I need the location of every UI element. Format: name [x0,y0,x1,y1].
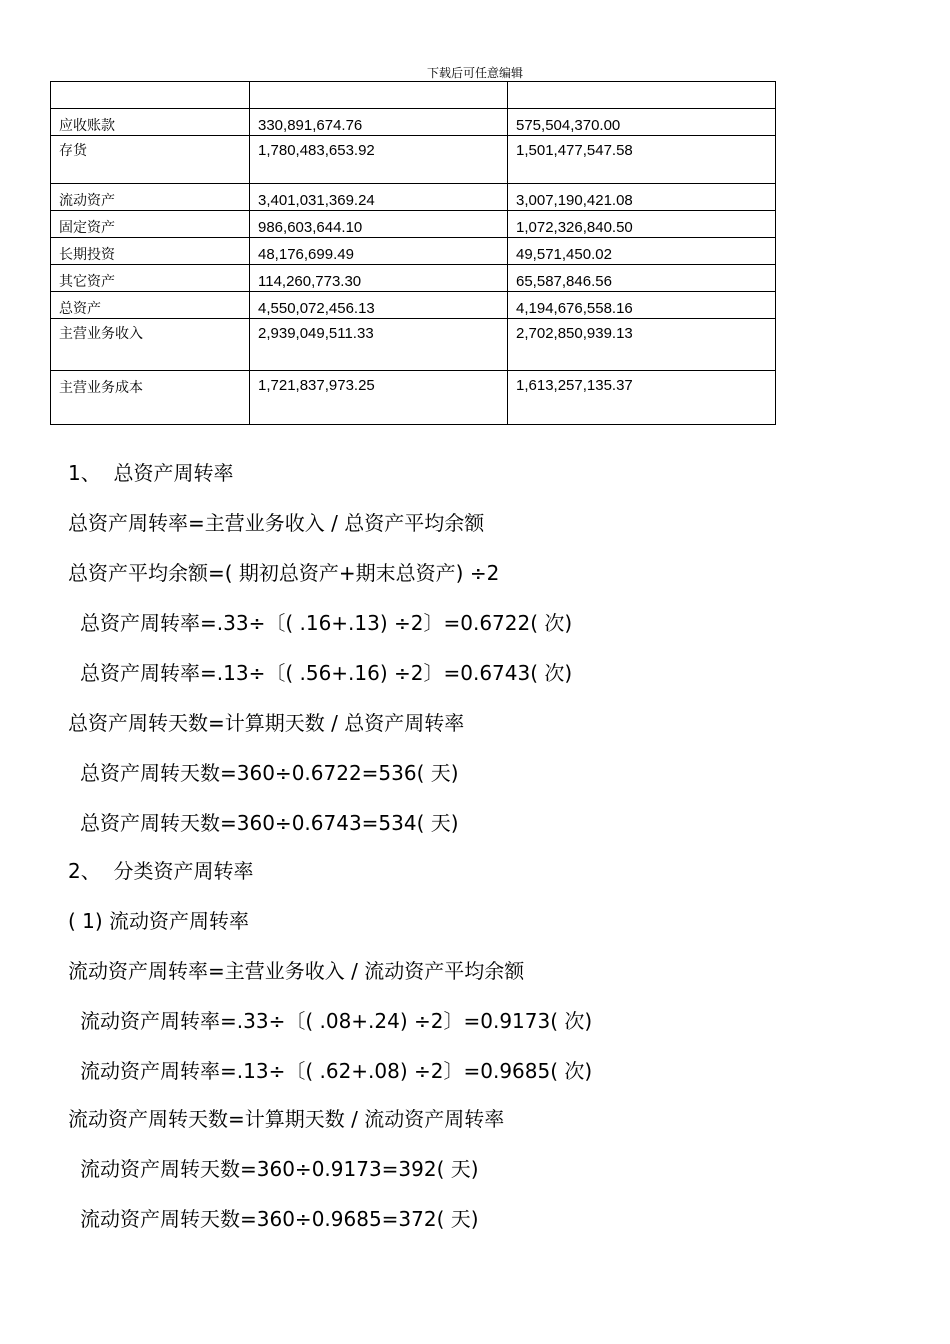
row-label: 流动资产 [51,184,250,211]
row-value-2: 49,571,450.02 [508,238,776,265]
formula-line: 总资产周转天数=计算期天数 / 总资产周转率 [68,711,465,735]
formula-line: 流动资产周转天数=计算期天数 / 流动资产周转率 [68,1107,505,1131]
formula-line: 流动资产周转率=主营业务收入 / 流动资产平均余额 [68,959,525,983]
row-value-2: 1,072,326,840.50 [508,211,776,238]
row-value-1: 330,891,674.76 [250,109,508,136]
row-value-1: 48,176,699.49 [250,238,508,265]
table-row [51,371,776,425]
calc-line: 流动资产周转天数=360÷0.9173=392( 天) [80,1157,479,1181]
row-value-1: 4,550,072,456.13 [250,292,508,319]
table-row [51,184,776,211]
row-value-1: 2,939,049,511.33 [250,319,508,371]
row-value-2: 575,504,370.00 [508,109,776,136]
table-row [51,109,776,136]
row-label: 应收账款 [51,109,250,136]
calc-line: 流动资产周转天数=360÷0.9685=372( 天) [80,1207,479,1231]
financial-table [50,81,776,425]
row-label: 主营业务成本 [51,371,250,425]
row-value-1: 986,603,644.10 [250,211,508,238]
table-row [51,136,776,184]
calc-line: 流动资产周转率=.13÷〔( .62+.08) ÷2〕=0.9685( 次) [80,1059,593,1083]
header-note: 下载后可任意编辑 [426,66,523,80]
table-row [51,319,776,371]
table-header-cell [250,82,508,109]
calc-line: 总资产周转天数=360÷0.6743=534( 天) [80,811,459,835]
row-value-2: 65,587,846.56 [508,265,776,292]
row-value-1: 1,721,837,973.25 [250,371,508,425]
calc-line: 总资产周转率=.13÷〔( .56+.16) ÷2〕=0.6743( 次) [80,661,573,685]
table-header-cell [51,82,250,109]
table-row [51,211,776,238]
row-value-2: 1,501,477,547.58 [508,136,776,184]
row-label: 其它资产 [51,265,250,292]
row-label: 长期投资 [51,238,250,265]
table-row [51,265,776,292]
table-row [51,238,776,265]
row-value-2: 1,613,257,135.37 [508,371,776,425]
calc-line: 总资产周转天数=360÷0.6722=536( 天) [80,761,459,785]
row-value-1: 1,780,483,653.92 [250,136,508,184]
row-value-2: 3,007,190,421.08 [508,184,776,211]
section-heading: 2、 分类资产周转率 [68,859,254,883]
calc-line: 流动资产周转率=.33÷〔( .08+.24) ÷2〕=0.9173( 次) [80,1009,593,1033]
formula-line: 总资产平均余额=( 期初总资产+期末总资产) ÷2 [68,561,500,585]
row-value-2: 4,194,676,558.16 [508,292,776,319]
row-label: 总资产 [51,292,250,319]
row-value-1: 114,260,773.30 [250,265,508,292]
table-header-cell [508,82,776,109]
row-label: 存货 [51,136,250,184]
table-header-row [51,82,776,109]
table-row [51,292,776,319]
row-value-2: 2,702,850,939.13 [508,319,776,371]
row-value-1: 3,401,031,369.24 [250,184,508,211]
section-heading: 1、 总资产周转率 [68,461,234,485]
row-label: 固定资产 [51,211,250,238]
row-label: 主营业务收入 [51,319,250,371]
subsection-heading: ( 1) 流动资产周转率 [68,909,250,933]
calc-line: 总资产周转率=.33÷〔( .16+.13) ÷2〕=0.6722( 次) [80,611,573,635]
formula-line: 总资产周转率=主营业务收入 / 总资产平均余额 [68,511,485,535]
